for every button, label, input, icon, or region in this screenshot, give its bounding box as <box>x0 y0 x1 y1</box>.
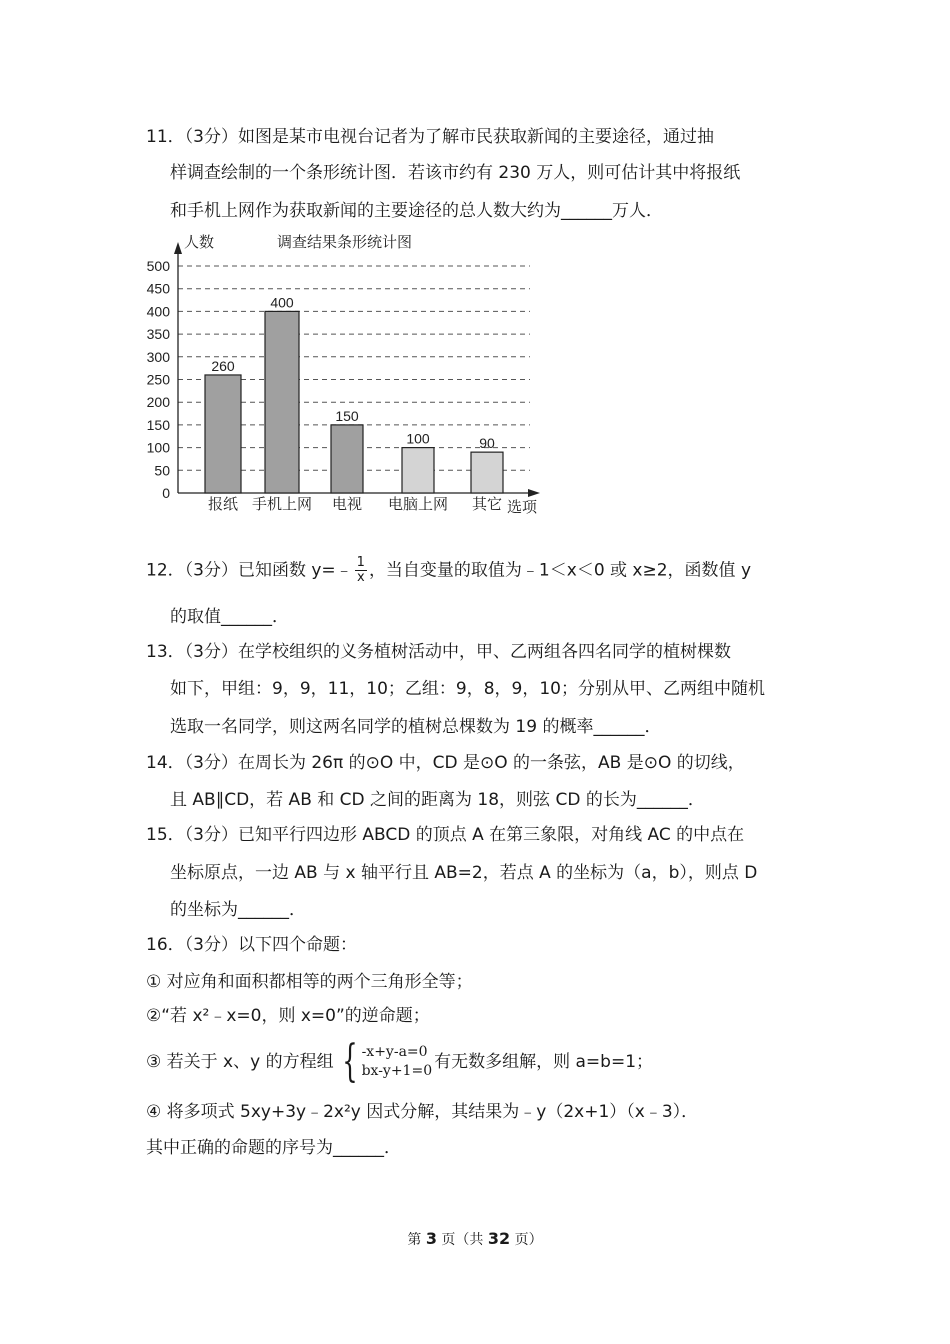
q12-line-2: 的取值______． <box>170 607 289 627</box>
bar <box>402 448 434 493</box>
y-axis-title: 人数 <box>184 234 215 251</box>
q12-line-1 <box>146 556 751 585</box>
category-label: 电脑上网 <box>387 496 449 513</box>
q13-line-3: 选取一名同学，则这两名同学的植树总棵数为 19 的概率______． <box>170 717 662 737</box>
equation-1: -x+y-a=0 <box>361 1044 428 1060</box>
q16-item-3-prefix: ③ 若关于 x、y 的方程组 <box>146 1052 334 1072</box>
page-footer <box>0 1229 950 1249</box>
y-tick-label: 150 <box>146 416 170 433</box>
y-tick-label: 0 <box>162 485 170 501</box>
bar-chart-svg <box>140 228 560 520</box>
y-tick-label: 50 <box>154 462 170 479</box>
y-tick-label: 350 <box>146 326 170 343</box>
bar <box>205 375 241 493</box>
bar-value-label: 260 <box>211 357 235 374</box>
category-label: 其它 <box>471 496 503 513</box>
bar-value-label: 150 <box>335 407 359 424</box>
q16-item-3 <box>146 1036 654 1087</box>
q16-item-1: ① 对应角和面积都相等的两个三角形全等； <box>146 972 473 992</box>
fraction <box>355 556 367 585</box>
fraction-denominator: x <box>356 570 365 585</box>
category-label: 手机上网 <box>251 496 313 513</box>
left-brace: { <box>341 1036 358 1087</box>
footer-total-pages: 32 <box>487 1229 511 1248</box>
q11-line-2: 样调查绘制的一个条形统计图．若该市约有 230 万人，则可估计其中将报纸 <box>170 163 741 183</box>
x-axis-arrow <box>528 489 540 497</box>
bar-value-label: 100 <box>406 430 430 447</box>
q15-line-1: 15．（3分）已知平行四边形 ABCD 的顶点 A 在第三象限，对角线 AC 的中点在 <box>146 825 745 845</box>
bar <box>265 311 299 493</box>
bar <box>331 425 363 493</box>
q14-line-1: 14．（3分）在周长为 26π 的⊙O 中，CD 是⊙O 的一条弦，AB 是⊙O 的切线， <box>146 753 745 773</box>
q16-conclusion: 其中正确的命题的序号为______． <box>146 1138 401 1158</box>
q13-line-2: 如下，甲组：9，9，11，10；乙组：9，8，9，10；分别从甲、乙两组中随机 <box>170 679 765 699</box>
y-tick-label: 100 <box>146 439 170 456</box>
chart-title: 调查结果条形统计图 <box>277 234 413 251</box>
q13-line-1: 13．（3分）在学校组织的义务植树活动中，甲、乙两组各四名同学的植树棵数 <box>146 642 731 662</box>
category-label: 报纸 <box>207 496 239 513</box>
q16-item-2: ②“若 x²﹣x=0，则 x=0”的逆命题； <box>146 1006 430 1026</box>
q16-item-4: ④ 将多项式 5xy+3y﹣2x²y 因式分解，其结果为﹣y（2x+1）（x﹣3）． <box>146 1102 699 1122</box>
category-label: 电视 <box>331 496 363 513</box>
q11-line-3: 和手机上网作为获取新闻的主要途径的总人数大约为______万人． <box>170 201 663 221</box>
y-tick-label: 300 <box>146 348 170 365</box>
x-axis-title: 选项 <box>507 499 538 516</box>
fraction-numerator: 1 <box>356 555 365 570</box>
q15-line-3: 的坐标为______． <box>170 900 306 920</box>
y-tick-label: 450 <box>146 280 170 297</box>
bar-value-label: 400 <box>270 294 294 311</box>
bar-chart <box>140 228 560 520</box>
footer-page-number: 3 <box>425 1229 437 1248</box>
q16-line-1: 16．（3分）以下四个命题： <box>146 935 357 955</box>
q15-line-2: 坐标原点，一边 AB 与 x 轴平行且 AB=2，若点 A 的坐标为（a，b），则点 D <box>170 863 758 883</box>
footer-suffix: 页） <box>510 1232 543 1248</box>
equation-2: bx-y+1=0 <box>361 1063 433 1079</box>
bar <box>471 452 503 493</box>
q11-line-1: 11．（3分）如图是某市电视台记者为了解市民获取新闻的主要途径，通过抽 <box>146 127 714 147</box>
q12-text-start: 12．（3分）已知函数 y=﹣ <box>146 560 353 581</box>
y-tick-label: 250 <box>146 371 170 388</box>
equation-system <box>336 1036 433 1087</box>
equation-lines <box>362 1043 433 1081</box>
y-tick-label: 400 <box>146 303 170 320</box>
bar-value-label: 90 <box>479 435 495 452</box>
q14-line-2: 且 AB∥CD，若 AB 和 CD 之间的距离为 18，则弦 CD 的长为______． <box>170 790 705 810</box>
q16-item-3-suffix: 有无数多组解，则 a=b=1； <box>434 1052 654 1072</box>
y-tick-label: 200 <box>146 394 170 411</box>
q12-text-end: ，当自变量的取值为﹣1＜x＜0 或 x≥2，函数值 y <box>368 560 752 581</box>
y-axis-arrow <box>174 242 182 254</box>
footer-prefix: 第 <box>407 1232 426 1248</box>
footer-middle: 页（共 <box>436 1232 488 1248</box>
y-tick-label: 500 <box>146 258 170 274</box>
